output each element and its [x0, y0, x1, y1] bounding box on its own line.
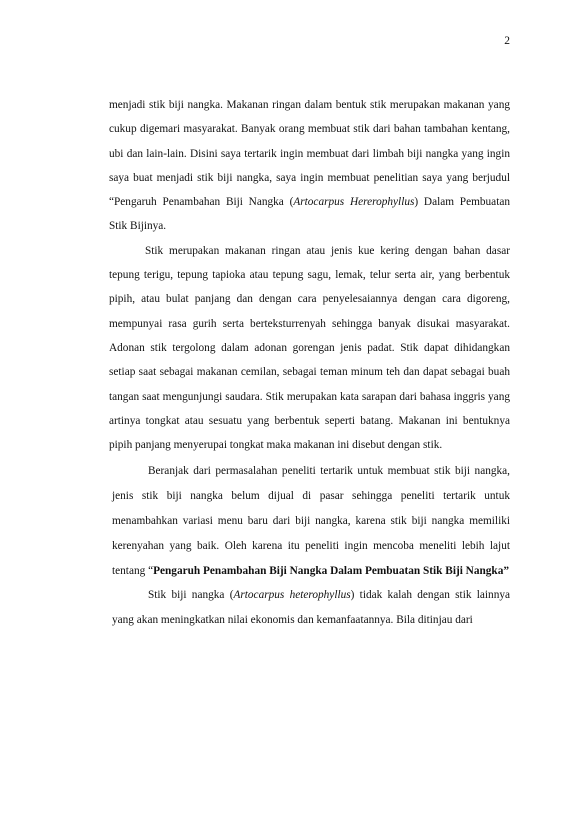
paragraph-1 — [109, 93, 510, 239]
text-segment: ) Dalam Pembuatan Stik Bijinya. — [109, 196, 510, 233]
paragraph-3 — [112, 459, 510, 583]
text-segment: Beranjak dari permasalahan peneliti tertarik untuk membuat stik biji nangka, jenis stik biji nangka belum dijual di pasar sehingga peneliti tertarik untuk menambahkan variasi menu baru dari biji nangka, karena stik biji nangka memiliki kerenyahan yang baik. Oleh karena itu peneliti ingin mencoba meneliti lebih lajut tentang “ — [112, 465, 510, 577]
scientific-name: Artocarpus Hererophyllus — [293, 196, 415, 209]
research-title: Pengaruh Penambahan Biji Nangka Dalam Pembuatan Stik Biji Nangka” — [153, 564, 510, 577]
document-body — [109, 93, 510, 632]
paragraph-4 — [112, 583, 510, 632]
text-segment: Stik biji nangka ( — [148, 589, 234, 602]
scientific-name: Artocarpus heterophyllus — [233, 589, 351, 602]
text-segment: menjadi stik biji nangka. Makanan ringan dalam bentuk stik merupakan makanan yang cukup digemari masyarakat. Banyak orang membuat stik dari bahan tambahan kentang, ubi dan lain-lain. Disini saya tertarik ingin membuat dari limbah biji nangka yang ingin saya buat menjadi stik biji nangka, saya ingin membuat penelitian saya yang berjudul “Pengaruh Penambahan Biji Nangka ( — [109, 99, 510, 209]
text-segment: Stik merupakan makanan ringan atau jenis kue kering dengan bahan dasar tepung terigu, tepung tapioka atau tepung sagu, lemak, telur serta air, yang berbentuk pipih, atau bulat panjang dan dengan cara penyelesaiannya dengan cara digoreng, mempunyai rasa gurih serta berteksturrenyah sehingga banyak disukai masyarakat. Adonan stik tergolong dalam adonan gorengan jenis padat. Stik dapat dihidangkan setiap saat sebagai makanan cemilan, sebagai teman minum teh dan dapat sebagai buah tangan saat mengunjungi saudara. Stik merupakan kata sarapan dari bahasa inggris yang artinya tongkat atau sesuatu yang berbentuk seperti batang. Makanan ini bentuknya pipih panjang menyerupai tongkat maka makanan ini disebut dengan stik. — [109, 244, 510, 452]
paragraph-2 — [109, 239, 510, 458]
text-segment: ) tidak kalah dengan stik lainnya yang akan meningkatkan nilai ekonomis dan kemanfaatannya. Bila ditinjau dari — [112, 589, 510, 626]
page-number: 2 — [504, 35, 510, 47]
